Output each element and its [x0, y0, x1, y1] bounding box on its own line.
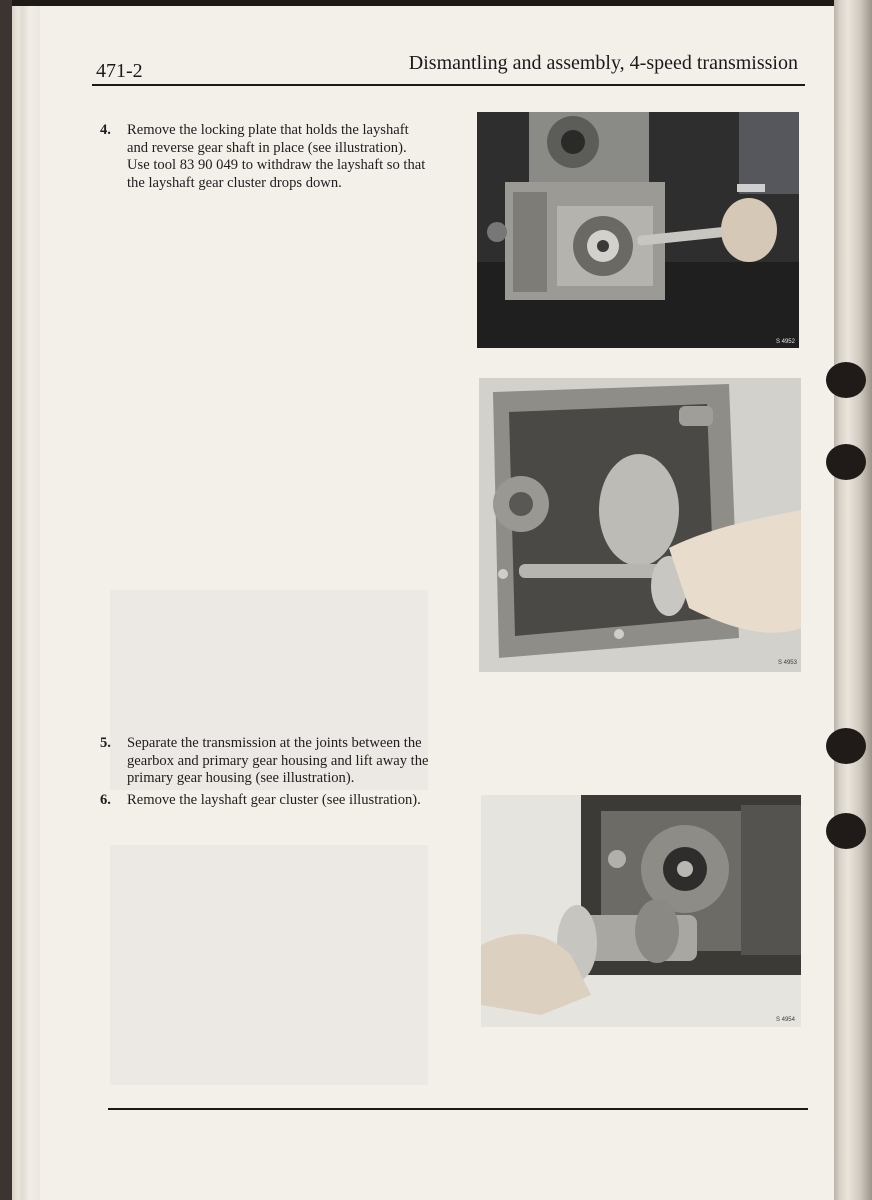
step-number: 5.	[100, 735, 111, 751]
page-number: 471-2	[96, 60, 143, 82]
binder-edge	[0, 0, 12, 1200]
figure-layshaft-gear-cluster-photo	[481, 795, 801, 1027]
figure-code: S 4954	[775, 1017, 795, 1023]
punch-hole	[826, 362, 866, 398]
step-number: 6.	[100, 792, 111, 808]
step-number: 4.	[100, 122, 111, 138]
step-text: Remove the layshaft gear cluster (see illustration).	[127, 792, 421, 808]
step-5	[100, 735, 430, 788]
step-text: Remove the locking plate that holds the layshaft and reverse gear shaft in place (see illustration). Use tool 83 90 049 to withdraw the layshaft so that the layshaft gear cluster drops down.	[127, 122, 426, 191]
page-title: Dismantling and assembly, 4-speed transmission	[408, 52, 798, 74]
photo-illustration	[481, 795, 801, 1027]
figure-tool-withdrawing-layshaft-photo	[479, 378, 801, 672]
step-text: Separate the transmission at the joints between the gearbox and primary gear housing and lift away the primary gear housing (see illustration).	[127, 735, 429, 786]
photo-illustration	[477, 112, 799, 348]
footer-divider	[108, 1108, 808, 1110]
show-through-shadow	[110, 845, 428, 1085]
figure-code: S 4952	[775, 339, 795, 345]
step-6	[100, 792, 430, 810]
photo-illustration	[479, 378, 801, 672]
figure-layshaft-removal-photo	[477, 112, 799, 348]
figure-code: S 4953	[777, 660, 797, 666]
header-divider	[92, 84, 805, 86]
step-4	[100, 122, 430, 192]
punch-hole	[826, 728, 866, 764]
punch-hole	[826, 444, 866, 480]
punch-hole	[826, 813, 866, 849]
page-curl-shadow	[834, 0, 872, 1200]
